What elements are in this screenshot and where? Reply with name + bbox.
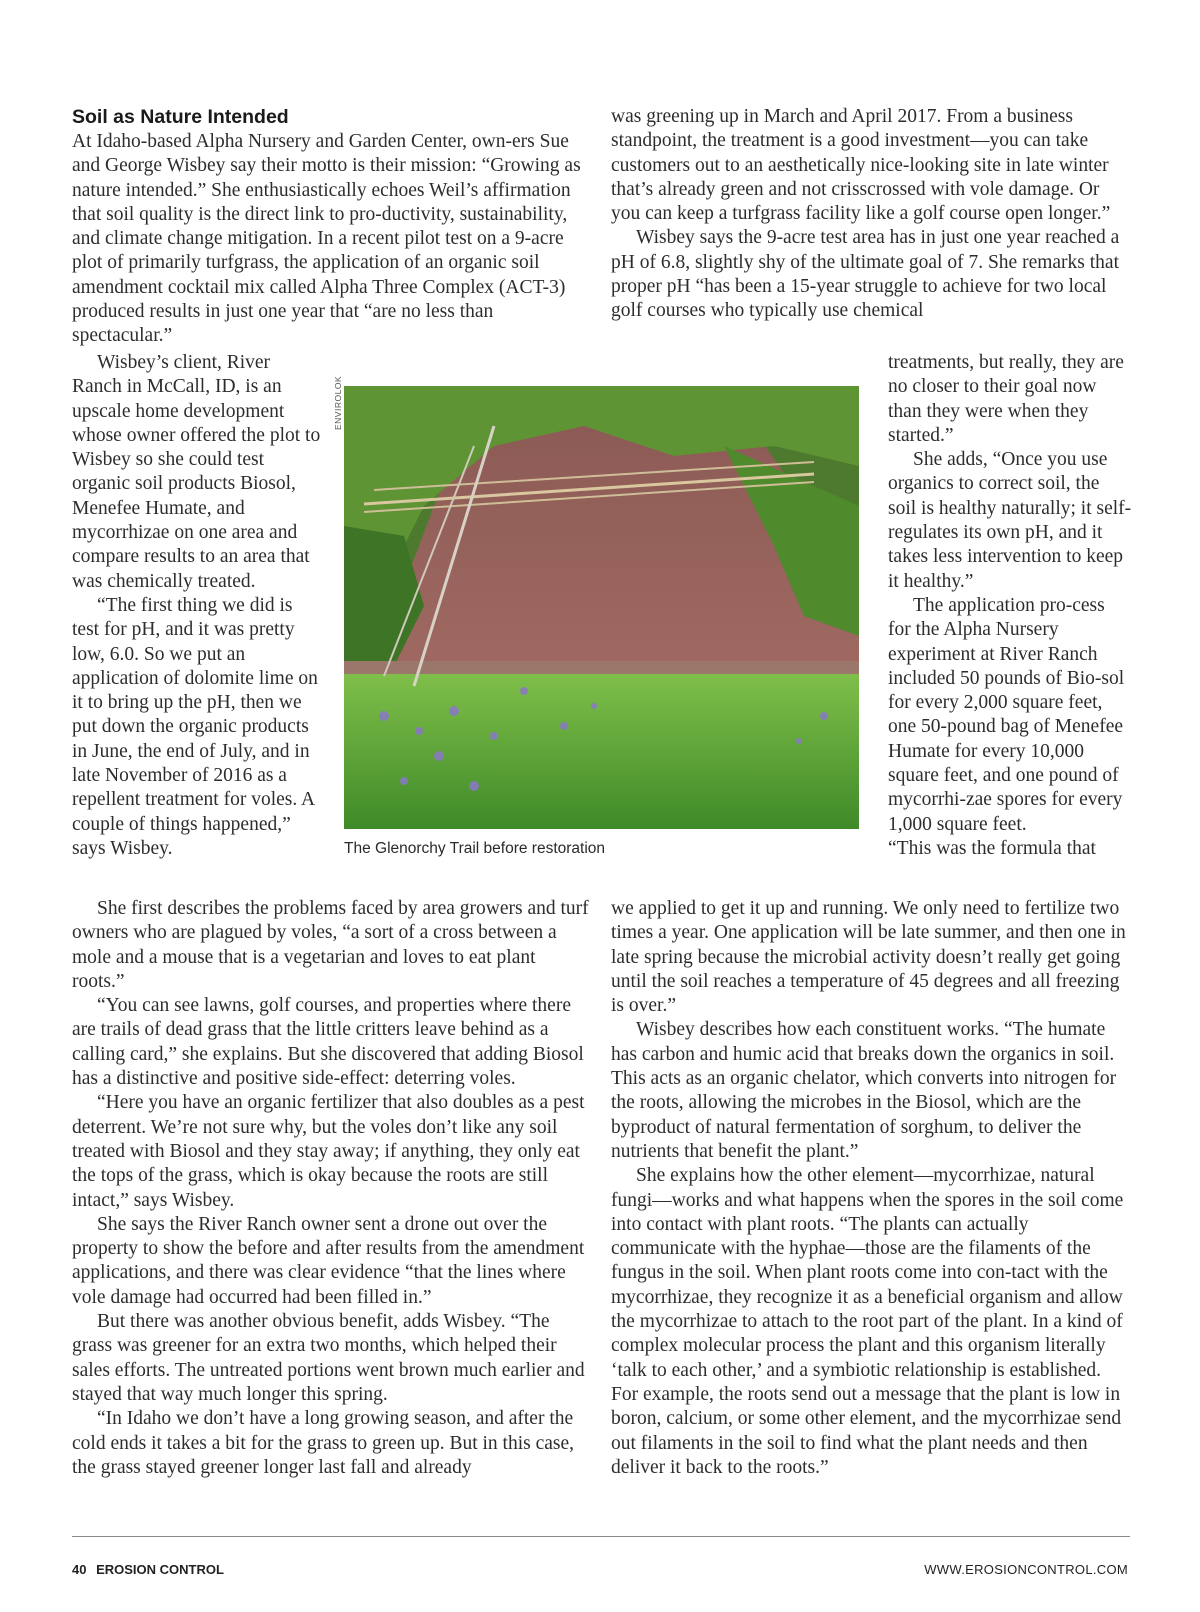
column-1-narrow-text	[72, 351, 322, 861]
paragraph: Wisbey says the 9-acre test area has in just one year reached a pH of 6.8, slightly shy of the ultimate goal of 7. She remarks that proper pH “has been a 15-year struggle to achieve for two local golf courses who typically use chemical	[611, 227, 1120, 322]
paragraph: Wisbey’s client, River Ranch in McCall, ID, is an upscale home development whose owner offered the plot to Wisbey so she could test organic soil products Biosol, Menefee Humate, and mycorrhizae on one area and compare results to an area that was chemically treated.	[72, 352, 321, 592]
photo-credit: ENVIROLOK	[333, 375, 343, 430]
column-2-bottom-text	[611, 897, 1129, 1480]
hillside-photo	[344, 386, 859, 829]
column-2-narrow-text	[888, 351, 1132, 861]
column-1-bottom-text	[72, 897, 590, 1480]
hillside-photo-illustration	[344, 386, 859, 829]
paragraph: Wisbey describes how each constituent works. “The humate has carbon and humic acid that breaks down the organics in soil. This acts as an organic chelator, which converts into nitrogen for the roots, allowing the microbes in the Biosol, which are the byproduct of natural fermentation of sorghum, to deliver the nutrients that benefit the plant.”	[611, 1019, 1117, 1162]
paragraph: “In Idaho we don’t have a long growing season, and after the cold ends it takes a bit for the grass to green up. But in this case, the grass stayed greener longer last fall and already	[72, 1408, 575, 1478]
paragraph: At Idaho-based Alpha Nursery and Garden Center, own-ers Sue and George Wisbey say their motto is their mission: “Growing as nature intended.” She enthusiastically echoes Weil’s affirmation that soil quality is the direct link to pro-ductivity, sustainability, and climate change mitigation. In a recent pilot test on a 9-acre plot of primarily turfgrass, the application of an organic soil amendment cocktail mix called Alpha Three Complex (ACT-3) produced results in just one year that “are no less than spectacular.”	[72, 131, 581, 347]
paragraph: She explains how the other element—mycorrhizae, natural fungi—works and what happens when the spores in the soil come into contact with plant roots. “The plants can actually communicate with the hyphae—those are the filaments of the fungus in the soil. When plant roots come into con-tact with the mycorrhizae, they recognize it as a beneficial organism and allow the mycorrhizae to attach to the root part of the plant. In a kind of complex molecular process the plant and this organism literally ‘talk to each other,’ and a symbiotic relationship is established. For example, the roots send out a message that the plant is low in boron, calcium, or some other element, and the mycorrhizae send out filaments in the soil to find what the plant needs and then deliver it back to the roots.”	[611, 1165, 1124, 1478]
paragraph: “This was the formula that	[888, 837, 1096, 859]
website-url: WWW.EROSIONCONTROL.COM	[924, 1562, 1128, 1577]
paragraph: “The first thing we did is test for pH, and it was pretty low, 6.0. So we put an application of dolomite lime on it to bring up the pH, then we put down the organic products in June, the end of July, and in late November of 2016 as a repellent treatment for voles. A couple of things happened,” says Wisbey.	[72, 594, 318, 859]
section-heading: Soil as Nature Intended	[72, 106, 289, 128]
paragraph: we applied to get it up and running. We only need to fertilize two times a year. One application will be late summer, and then one in late spring because the microbial activity doesn’t really get going until the soil reaches a temperature of 45 degrees and all freezing is over.”	[611, 898, 1126, 1017]
paragraph: “Here you have an organic fertilizer that also doubles as a pest deterrent. We’re not sure why, but the voles don’t like any soil treated with Biosol and they stay away; if anything, they only eat the tops of the grass, which is okay because the roots are still intact,” says Wisbey.	[72, 1092, 585, 1211]
paragraph: She says the River Ranch owner sent a drone out over the property to show the before and after results from the amendment applications, and there was clear evidence “that the lines where vole damage had occurred had been filled in.”	[72, 1213, 585, 1308]
paragraph: But there was another obvious benefit, adds Wisbey. “The grass was greener for an extra two months, which helped their sales efforts. The untreated portions went brown much earlier and stayed that way much longer this spring.	[72, 1311, 585, 1405]
footer-left	[72, 1562, 224, 1577]
column-1-top-text	[72, 130, 590, 349]
paragraph: “You can see lawns, golf courses, and properties where there are trails of dead grass that the little critters leave behind as a calling card,” she explains. But she discovered that adding Biosol has a distinctive and positive side-effect: deterring voles.	[72, 995, 584, 1090]
paragraph: treatments, but really, they are no closer to their goal now than they were when they started.”	[888, 352, 1124, 446]
photo-caption: The Glenorchy Trail before restoration	[344, 840, 606, 857]
footer-divider	[72, 1536, 1130, 1537]
page-number: 40	[72, 1562, 87, 1577]
column-2-top-text	[611, 105, 1129, 324]
publication-name: EROSION CONTROL	[96, 1562, 224, 1577]
paragraph: She first describes the problems faced by area growers and turf owners who are plagued by voles, “a sort of a cross between a mole and a mouse that is a vegetarian and loves to eat plant roots.”	[72, 898, 589, 992]
paragraph: She adds, “Once you use organics to correct soil, the soil is healthy naturally; it self-regulates its own pH, and it takes less intervention to keep it healthy.”	[888, 449, 1132, 592]
paragraph: was greening up in March and April 2017. From a business standpoint, the treatment is a good investment—you can take customers out to an aesthetically nice-looking site in late winter that’s already green and not crisscrossed with vole damage. Or you can keep a turfgrass facility like a golf course open longer.”	[611, 106, 1111, 225]
paragraph: The application pro-cess for the Alpha Nursery experiment at River Ranch included 50 pounds of Bio-sol for every 2,000 square feet, one 50-pound bag of Menefee Humate for every 10,000 square feet, and one pound of mycorrhi-zae spores for every 1,000 square feet.	[888, 594, 1125, 835]
